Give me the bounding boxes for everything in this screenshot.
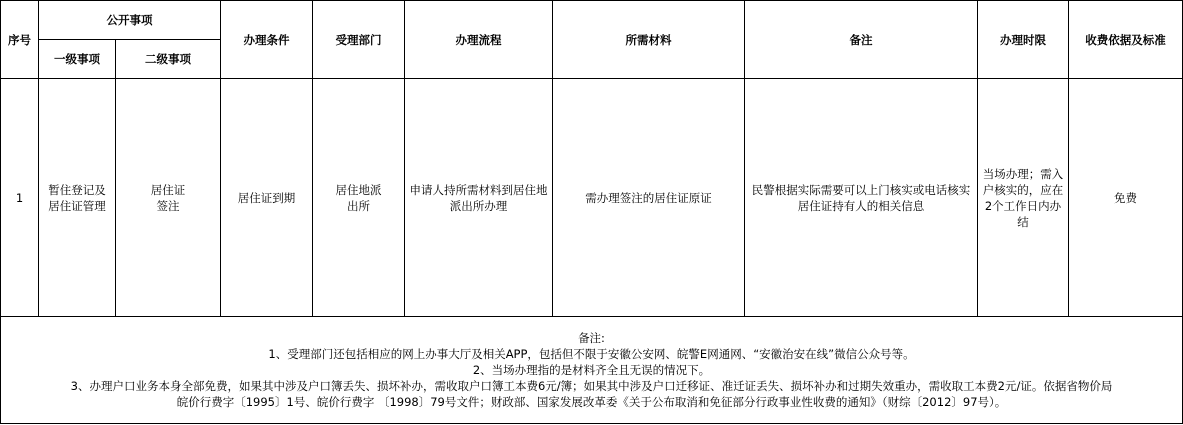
cell-materials: 需办理签注的居住证原证 [553,79,745,317]
cell-remarks: 民警根据实际需要可以上门核实或电话核实居住证持有人的相关信息 [745,79,978,317]
note-line-1: 1、受理部门还包括相应的网上办事大厅及相关APP，包括但不限于安徽公安网、皖警E网通网、“安徽治安在线”微信公众号等。 [268,347,915,361]
header-public-items: 公开事项 [39,1,221,40]
cell-department: 居住地派出所 [313,79,405,317]
note-line-3: 3、办理户口业务本身全部免费，如果其中涉及户口簿丢失、损坏补办，需收取户口簿工本费6元/簿；如果其中涉及户口迁移证、准迁证丢失、损坏补办和过期失效重办，需收取工本费2元/证。依据省物价局 [70,379,1113,393]
notes-title: 备注: [578,331,605,345]
header-department: 受理部门 [313,1,405,79]
cell-level2: 居住证签注 [116,79,221,317]
header-fee-basis: 收费依据及标准 [1069,1,1183,79]
header-remarks: 备注 [745,1,978,79]
cell-level1: 暂住登记及居住证管理 [39,79,116,317]
note-line-2: 2、当场办理指的是材料齐全且无误的情况下。 [472,363,711,377]
cell-fee: 免费 [1069,79,1183,317]
header-seq: 序号 [1,1,39,79]
note-line-4: 皖价行费字〔1995〕1号、皖价行费字 〔1998〕79号文件；财政部、国家发展改革委《关于公布取消和免征部分行政事业性收费的通知》（财综〔2012〕97号）。 [176,395,1007,409]
cell-conditions: 居住证到期 [221,79,313,317]
header-time-limit: 办理时限 [978,1,1069,79]
header-materials: 所需材料 [553,1,745,79]
cell-seq: 1 [1,79,39,317]
cell-process: 申请人持所需材料到居住地派出所办理 [405,79,553,317]
cell-time-limit: 当场办理；需入户核实的，应在2个工作日内办结 [978,79,1069,317]
header-level2: 二级事项 [116,40,221,79]
header-level1: 一级事项 [39,40,116,79]
notes-section [1,317,1183,424]
header-conditions: 办理条件 [221,1,313,79]
table-row [1,79,1183,317]
header-process: 办理流程 [405,1,553,79]
